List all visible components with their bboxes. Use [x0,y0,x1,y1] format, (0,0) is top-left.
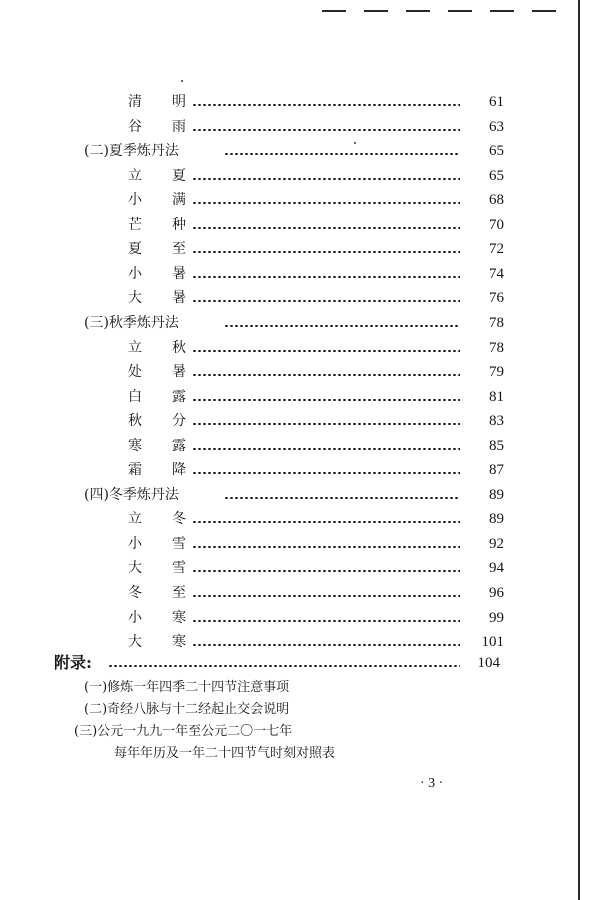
term-second-char: 满 [172,192,186,208]
page-number: 78 [489,340,504,356]
leader-dots [192,472,460,474]
toc-entry [84,631,504,653]
scan-speck [181,80,183,82]
toc-section-heading [84,140,504,162]
appendix-item: 每年年历及一年二十四节气时刻对照表 [114,746,336,761]
term-first-char: 大 [128,634,142,650]
term-second-char: 夏 [172,168,186,184]
term-second-char: 雪 [172,560,186,576]
term-first-char: 大 [128,560,142,576]
toc-section-heading [84,312,504,334]
page-number-footer: · 3 · [420,776,444,791]
toc-entry [84,459,504,481]
appendix-item: (一)修炼一年四季二十四节注意事项 [84,680,290,695]
page-number: 96 [489,585,504,601]
term-second-char: 露 [172,389,186,405]
term-first-char: 寒 [128,438,142,454]
term-first-char: 夏 [128,241,142,257]
leader-dots [224,497,460,499]
term-second-char: 雪 [172,536,186,552]
term-second-char: 露 [172,438,186,454]
page-number: 83 [489,413,504,429]
toc-entry [84,238,504,260]
toc-entry [84,607,504,629]
term-first-char: 霜 [128,462,142,478]
term-second-char: 暑 [172,364,186,380]
section-title: (二)夏季炼丹法 [84,143,179,159]
term-second-char: 冬 [172,511,186,527]
toc-entry [84,435,504,457]
page-number: 63 [489,119,504,135]
term-first-char: 谷 [128,119,142,135]
term-second-char: 降 [172,462,186,478]
page-number: 76 [489,290,504,306]
leader-dots [192,104,460,106]
leader-dots [224,153,460,155]
page-number: 94 [489,560,504,576]
term-first-char: 冬 [128,585,142,601]
term-second-char: 寒 [172,610,186,626]
term-first-char: 芒 [128,217,142,233]
leader-dots [192,448,460,450]
leader-dots [192,178,460,180]
page-number: 65 [489,143,504,159]
appendix-item: (二)奇经八脉与十二经起止交会说明 [84,702,290,717]
term-first-char: 立 [128,168,142,184]
toc-section-heading [84,484,504,506]
page-number: 87 [489,462,504,478]
leader-dots [192,399,460,401]
leader-dots [192,202,460,204]
term-second-char: 至 [172,241,186,257]
page-number: 74 [489,266,504,282]
term-first-char: 秋 [128,413,142,429]
page-number: 79 [489,364,504,380]
page-number: 70 [489,217,504,233]
term-first-char: 小 [128,536,142,552]
appendix-item: (三)公元一九九一年至公元二〇一七年 [74,724,293,739]
header-dash [532,10,556,12]
toc-entry [84,116,504,138]
leader-dots [224,325,460,327]
leader-dots [192,595,460,597]
toc-entry [84,287,504,309]
page-number: 68 [489,192,504,208]
term-first-char: 处 [128,364,142,380]
toc-entry [84,214,504,236]
toc-entry [84,410,504,432]
toc-entry [84,91,504,113]
term-second-char: 至 [172,585,186,601]
term-first-char: 小 [128,192,142,208]
appendix-title: 附录: [54,653,92,672]
toc-entry [84,361,504,383]
toc-entry [84,582,504,604]
term-first-char: 小 [128,610,142,626]
leader-dots [192,227,460,229]
term-second-char: 种 [172,217,186,233]
leader-dots [192,546,460,548]
leader-dots [192,350,460,352]
page-number: 65 [489,168,504,184]
leader-dots [192,620,460,622]
term-second-char: 暑 [172,290,186,306]
term-first-char: 立 [128,340,142,356]
page-number: 72 [489,241,504,257]
toc-entry [84,557,504,579]
toc-entry [84,386,504,408]
term-first-char: 白 [128,389,142,405]
leader-dots [192,374,460,376]
term-first-char: 立 [128,511,142,527]
leader-dots [192,570,460,572]
header-dash [322,10,346,12]
term-second-char: 雨 [172,119,186,135]
term-first-char: 大 [128,290,142,306]
section-title: (四)冬季炼丹法 [84,487,179,503]
toc-entry [84,263,504,285]
leader-dots [192,423,460,425]
term-first-char: 小 [128,266,142,282]
page-number: 61 [489,94,504,110]
section-title: (三)秋季炼丹法 [84,315,179,331]
header-dash [448,10,472,12]
page-number: 92 [489,536,504,552]
page-number: 78 [489,315,504,331]
header-dash [490,10,514,12]
leader-dots [192,300,460,302]
toc-entry [84,337,504,359]
page-number: 81 [489,389,504,405]
leader-dots [192,129,460,131]
term-second-char: 明 [172,94,186,110]
toc-entry [84,189,504,211]
page-edge-line [578,0,580,900]
term-second-char: 寒 [172,634,186,650]
header-dash [406,10,430,12]
leader-dots [192,251,460,253]
page-number: 85 [489,438,504,454]
toc-entry [84,533,504,555]
term-second-char: 秋 [172,340,186,356]
term-second-char: 分 [172,413,186,429]
leader-dots [108,665,460,667]
leader-dots [192,276,460,278]
term-second-char: 暑 [172,266,186,282]
page-number: 101 [481,634,504,650]
leader-dots [192,644,460,646]
header-dash [364,10,388,12]
term-first-char: 清 [128,94,142,110]
toc-entry [84,165,504,187]
appendix-page-number: 104 [477,655,500,671]
page-number: 99 [489,610,504,626]
appendix-entry [54,652,500,674]
leader-dots [192,521,460,523]
page-number: 89 [489,487,504,503]
page-number: 89 [489,511,504,527]
toc-entry [84,508,504,530]
